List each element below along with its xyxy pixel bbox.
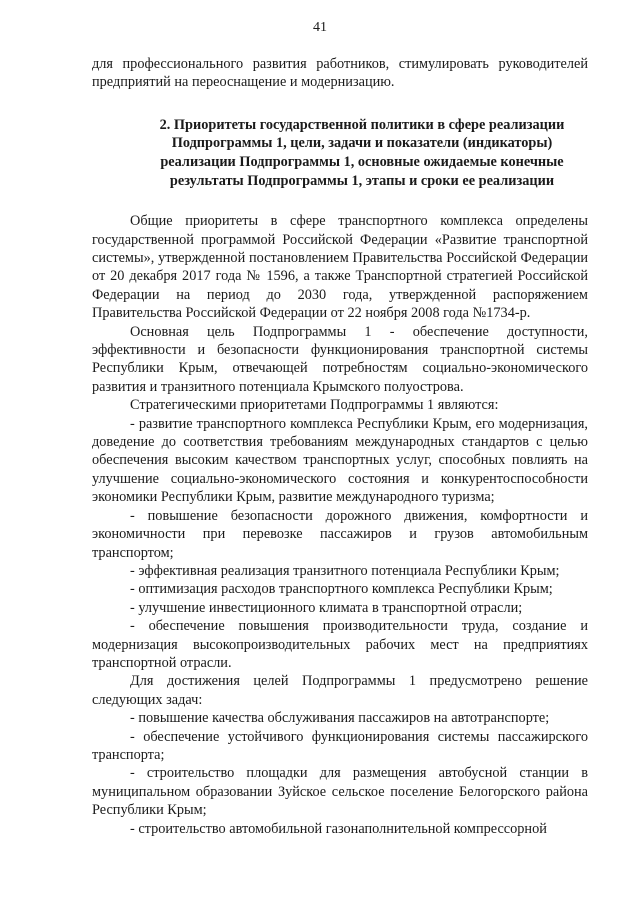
list-item-priority: - повышение безопасности дорожного движения, комфортности и экономичности при перевозке пассажиров и грузов автомобильным транспортом; — [92, 507, 588, 561]
list-item-priority: - оптимизация расходов транспортного комплекса Республики Крым; — [130, 581, 553, 598]
list-item-task: - строительство автомобильной газонаполнительной компрессорной — [130, 820, 547, 837]
list-item-task: - строительство площадки для размещения автобусной станции в муниципальном образовании Зуйское сельское поселение Белогорского района Республики Крым; — [92, 765, 588, 819]
list-item-priority: - обеспечение повышения производительности труда, создание и модернизация высокопроизводительных рабочих мест на предприятиях транспортной отрасли. — [92, 618, 588, 671]
list-item-task: - повышение качества обслуживания пассажиров на автотранспорте; — [130, 710, 550, 727]
section-heading: 2. Приоритеты государственной политики в сфере реализации Подпрограммы 1, цели, задачи и показатели (индикаторы) реализации Подпрограммы 1, основные ожидаемые конечные результаты Подпрограммы 1, этапы и сроки ее реализации — [159, 116, 565, 189]
paragraph-strategic-priorities-intro: Стратегическими приоритетами Подпрограммы 1 являются: — [130, 397, 499, 414]
list-item-priority: - улучшение инвестиционного климата в транспортной отрасли; — [130, 599, 523, 616]
page-number: 41 — [313, 20, 327, 35]
intro-paragraph: для профессионального развития работников, стимулировать руководителей предприятий на переоснащение и модернизацию. — [92, 56, 588, 91]
paragraph-main-goal: Основная цель Подпрограммы 1 - обеспечение доступности, эффективности и безопасности функционирования транспортной системы Республики Крым, отвечающей потребностям социально-экономического развития и транзитного потенциала Крымского полуострова. — [92, 323, 588, 395]
document-body — [92, 55, 588, 838]
paragraph-tasks-intro: Для достижения целей Подпрограммы 1 предусмотрено решение следующих задач: — [92, 673, 588, 708]
list-item-priority: - развитие транспортного комплекса Республики Крым, его модернизация, доведение до соответствия требованиям международных стандартов с целью обеспечения высоким качеством транспортных услуг, способных повлиять на улучшение социально-экономического состояния и конкурентоспособности экономики Республики Крым, развитие международного туризма; — [92, 415, 588, 506]
list-item-task: - обеспечение устойчивого функционирования системы пассажирского транспорта; — [92, 728, 588, 763]
paragraph-priorities: Общие приоритеты в сфере транспортного комплекса определены государственной программой Российской Федерации «Развитие транспортной системы», утвержденной постановлением Правительства Российской Федерации от 20 декабря 2017 года № 1596, а также Транспортной стратегией Российской Федерации на период до 2030 года, утвержденной распоряжением Правительства Российской Федерации от 22 ноября 2008 года №1734-р. — [92, 213, 588, 322]
list-item-priority: - эффективная реализация транзитного потенциала Республики Крым; — [130, 562, 560, 579]
